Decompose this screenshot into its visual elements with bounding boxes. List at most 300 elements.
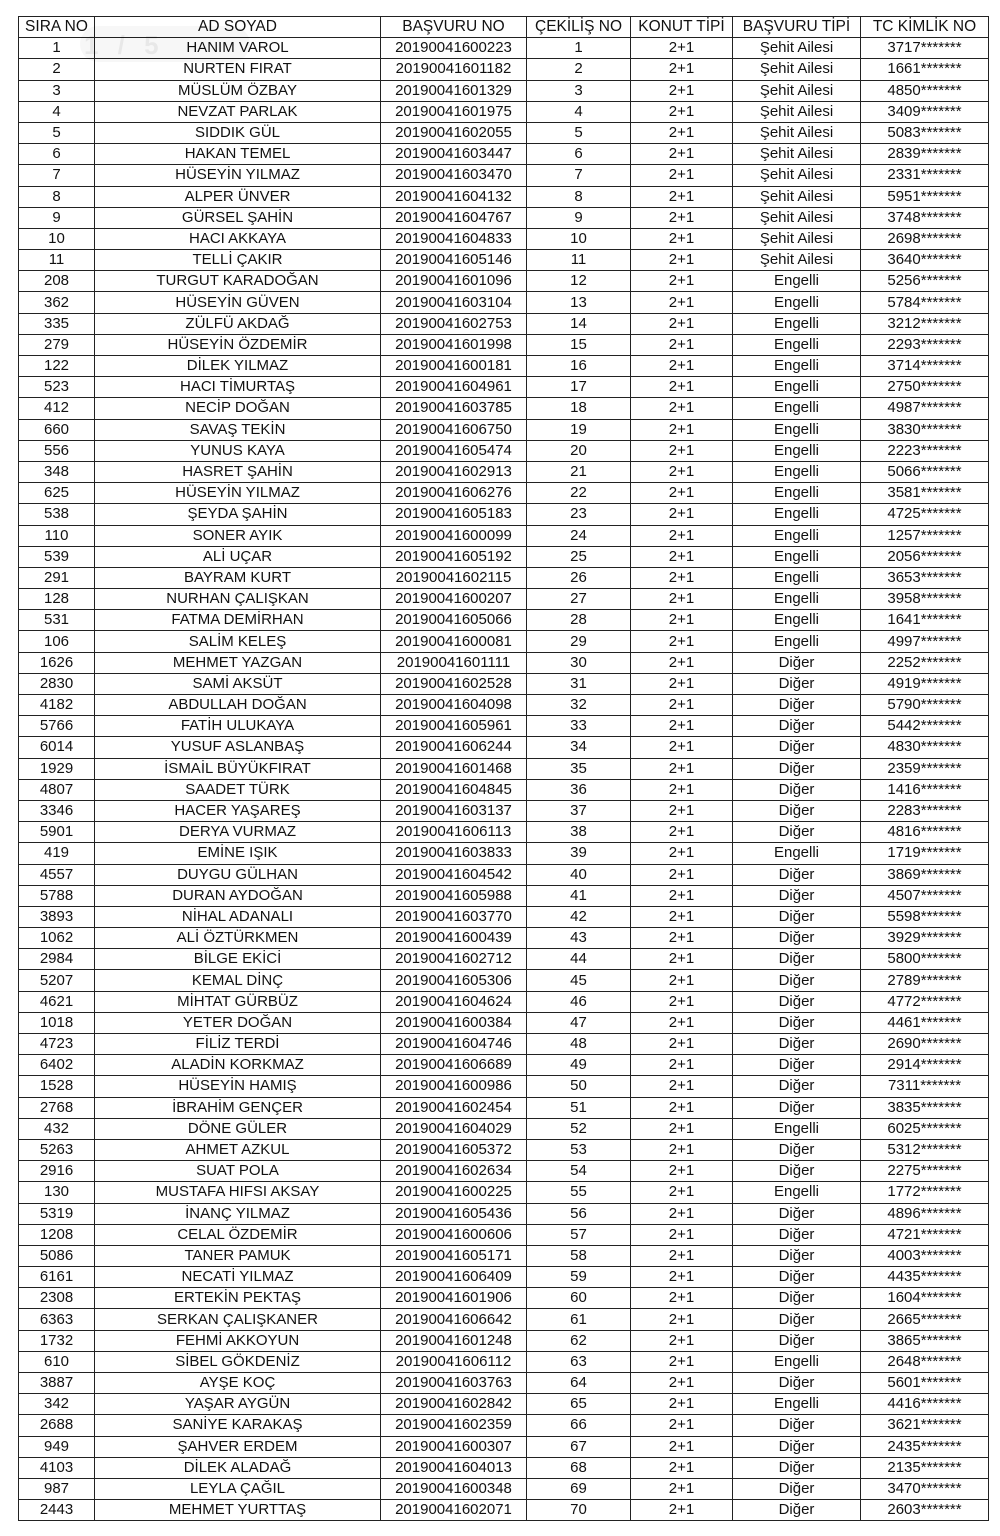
cell-tc-kimlik-no: 2648*******: [861, 1351, 989, 1372]
cell-basvuru-tipi: Şehit Ailesi: [733, 207, 861, 228]
table-row: [19, 928, 989, 949]
cell-tc-kimlik-no: 1641*******: [861, 610, 989, 631]
table-row: [19, 1139, 989, 1160]
cell-ad-soyad: DİLEK YILMAZ: [95, 356, 381, 377]
cell-cekilis-no: 26: [527, 567, 631, 588]
table-row: [19, 1457, 989, 1478]
cell-konut-tipi: 2+1: [631, 186, 733, 207]
cell-ad-soyad: CELAL ÖZDEMİR: [95, 1224, 381, 1245]
cell-konut-tipi: 2+1: [631, 1076, 733, 1097]
cell-cekilis-no: 11: [527, 250, 631, 271]
cell-basvuru-tipi: Engelli: [733, 546, 861, 567]
cell-ad-soyad: MÜSLÜM ÖZBAY: [95, 80, 381, 101]
cell-konut-tipi: 2+1: [631, 461, 733, 482]
cell-ad-soyad: ALİ UÇAR: [95, 546, 381, 567]
cell-basvuru-no: 20190041601182: [381, 59, 527, 80]
cell-konut-tipi: 2+1: [631, 59, 733, 80]
header-row: [19, 17, 989, 38]
table-row: [19, 1203, 989, 1224]
cell-cekilis-no: 48: [527, 1034, 631, 1055]
cell-cekilis-no: 12: [527, 271, 631, 292]
cell-tc-kimlik-no: 4721*******: [861, 1224, 989, 1245]
table-row: [19, 250, 989, 271]
cell-konut-tipi: 2+1: [631, 377, 733, 398]
cell-ad-soyad: BİLGE EKİCİ: [95, 949, 381, 970]
table-header: [19, 17, 989, 38]
cell-basvuru-no: 20190041602115: [381, 567, 527, 588]
cell-ad-soyad: FEHMİ AKKOYUN: [95, 1330, 381, 1351]
table-row: [19, 1245, 989, 1266]
cell-konut-tipi: 2+1: [631, 38, 733, 59]
cell-basvuru-tipi: Engelli: [733, 843, 861, 864]
cell-basvuru-tipi: Diğer: [733, 1457, 861, 1478]
cell-basvuru-tipi: Engelli: [733, 334, 861, 355]
cell-konut-tipi: 2+1: [631, 144, 733, 165]
cell-tc-kimlik-no: 5790*******: [861, 695, 989, 716]
cell-sira-no: 5319: [19, 1203, 95, 1224]
cell-cekilis-no: 7: [527, 165, 631, 186]
cell-cekilis-no: 30: [527, 652, 631, 673]
cell-tc-kimlik-no: 3714*******: [861, 356, 989, 377]
cell-tc-kimlik-no: 2665*******: [861, 1309, 989, 1330]
cell-konut-tipi: 2+1: [631, 758, 733, 779]
cell-tc-kimlik-no: 3748*******: [861, 207, 989, 228]
cell-sira-no: 1626: [19, 652, 95, 673]
cell-basvuru-tipi: Diğer: [733, 737, 861, 758]
table-row: [19, 864, 989, 885]
cell-ad-soyad: DÖNE GÜLER: [95, 1118, 381, 1139]
cell-basvuru-tipi: Diğer: [733, 1330, 861, 1351]
cell-tc-kimlik-no: 4725*******: [861, 504, 989, 525]
cell-basvuru-tipi: Şehit Ailesi: [733, 80, 861, 101]
cell-tc-kimlik-no: 3653*******: [861, 567, 989, 588]
cell-cekilis-no: 17: [527, 377, 631, 398]
table-row: [19, 1118, 989, 1139]
cell-tc-kimlik-no: 1604*******: [861, 1288, 989, 1309]
table-row: [19, 1436, 989, 1457]
cell-basvuru-no: 20190041603137: [381, 800, 527, 821]
cell-konut-tipi: 2+1: [631, 800, 733, 821]
cell-basvuru-no: 20190041606689: [381, 1055, 527, 1076]
cell-basvuru-no: 20190041600986: [381, 1076, 527, 1097]
cell-cekilis-no: 52: [527, 1118, 631, 1139]
cell-ad-soyad: MUSTAFA HIFSI AKSAY: [95, 1182, 381, 1203]
cell-basvuru-tipi: Engelli: [733, 1118, 861, 1139]
cell-sira-no: 2984: [19, 949, 95, 970]
cell-cekilis-no: 62: [527, 1330, 631, 1351]
cell-konut-tipi: 2+1: [631, 80, 733, 101]
cell-basvuru-tipi: Şehit Ailesi: [733, 186, 861, 207]
table-row: [19, 1267, 989, 1288]
table-row: [19, 716, 989, 737]
cell-konut-tipi: 2+1: [631, 101, 733, 122]
table-row: [19, 440, 989, 461]
header-tc-kimlik-no: TC KİMLİK NO: [861, 17, 989, 38]
cell-konut-tipi: 2+1: [631, 525, 733, 546]
cell-sira-no: 2768: [19, 1097, 95, 1118]
cell-sira-no: 9: [19, 207, 95, 228]
cell-basvuru-tipi: Diğer: [733, 1224, 861, 1245]
cell-sira-no: 2916: [19, 1161, 95, 1182]
cell-konut-tipi: 2+1: [631, 207, 733, 228]
cell-basvuru-tipi: Engelli: [733, 271, 861, 292]
cell-cekilis-no: 10: [527, 228, 631, 249]
table-row: [19, 800, 989, 821]
cell-basvuru-tipi: Engelli: [733, 440, 861, 461]
table-row: [19, 1330, 989, 1351]
cell-basvuru-no: 20190041600348: [381, 1478, 527, 1499]
cell-konut-tipi: 2+1: [631, 1182, 733, 1203]
cell-sira-no: 1062: [19, 928, 95, 949]
cell-basvuru-no: 20190041600181: [381, 356, 527, 377]
table-row: [19, 207, 989, 228]
cell-basvuru-no: 20190041602634: [381, 1161, 527, 1182]
table-row: [19, 1076, 989, 1097]
cell-sira-no: 5207: [19, 970, 95, 991]
header-ad-soyad: AD SOYAD: [95, 17, 381, 38]
cell-ad-soyad: HASRET ŞAHİN: [95, 461, 381, 482]
cell-konut-tipi: 2+1: [631, 1415, 733, 1436]
cell-sira-no: 122: [19, 356, 95, 377]
cell-konut-tipi: 2+1: [631, 1012, 733, 1033]
cell-cekilis-no: 19: [527, 419, 631, 440]
cell-sira-no: 1528: [19, 1076, 95, 1097]
cell-sira-no: 1208: [19, 1224, 95, 1245]
cell-cekilis-no: 56: [527, 1203, 631, 1224]
cell-ad-soyad: HACI AKKAYA: [95, 228, 381, 249]
cell-ad-soyad: YUNUS KAYA: [95, 440, 381, 461]
cell-konut-tipi: 2+1: [631, 928, 733, 949]
cell-sira-no: 7: [19, 165, 95, 186]
cell-cekilis-no: 6: [527, 144, 631, 165]
cell-basvuru-tipi: Engelli: [733, 1182, 861, 1203]
cell-tc-kimlik-no: 5312*******: [861, 1139, 989, 1160]
cell-basvuru-no: 20190041606112: [381, 1351, 527, 1372]
cell-konut-tipi: 2+1: [631, 1330, 733, 1351]
table-row: [19, 504, 989, 525]
cell-cekilis-no: 63: [527, 1351, 631, 1372]
cell-sira-no: 2308: [19, 1288, 95, 1309]
cell-basvuru-no: 20190041602454: [381, 1097, 527, 1118]
cell-basvuru-tipi: Şehit Ailesi: [733, 250, 861, 271]
table-row: [19, 1224, 989, 1245]
cell-tc-kimlik-no: 4919*******: [861, 673, 989, 694]
cell-sira-no: 348: [19, 461, 95, 482]
cell-ad-soyad: SERKAN ÇALIŞKANER: [95, 1309, 381, 1330]
cell-basvuru-tipi: Diğer: [733, 885, 861, 906]
cell-basvuru-tipi: Diğer: [733, 1012, 861, 1033]
cell-tc-kimlik-no: 6025*******: [861, 1118, 989, 1139]
cell-ad-soyad: SAMİ AKSÜT: [95, 673, 381, 694]
cell-cekilis-no: 68: [527, 1457, 631, 1478]
cell-basvuru-tipi: Diğer: [733, 1288, 861, 1309]
cell-tc-kimlik-no: 4507*******: [861, 885, 989, 906]
cell-tc-kimlik-no: 4896*******: [861, 1203, 989, 1224]
cell-basvuru-no: 20190041600439: [381, 928, 527, 949]
cell-basvuru-no: 20190041601111: [381, 652, 527, 673]
cell-basvuru-no: 20190041602842: [381, 1394, 527, 1415]
table-row: [19, 1288, 989, 1309]
cell-basvuru-tipi: Diğer: [733, 991, 861, 1012]
cell-tc-kimlik-no: 3830*******: [861, 419, 989, 440]
cell-tc-kimlik-no: 3835*******: [861, 1097, 989, 1118]
cell-sira-no: 342: [19, 1394, 95, 1415]
cell-basvuru-tipi: Şehit Ailesi: [733, 38, 861, 59]
cell-konut-tipi: 2+1: [631, 906, 733, 927]
table-row: [19, 461, 989, 482]
cell-sira-no: 523: [19, 377, 95, 398]
cell-cekilis-no: 57: [527, 1224, 631, 1245]
cell-tc-kimlik-no: 2914*******: [861, 1055, 989, 1076]
cell-tc-kimlik-no: 4997*******: [861, 631, 989, 652]
cell-cekilis-no: 67: [527, 1436, 631, 1457]
cell-tc-kimlik-no: 4435*******: [861, 1267, 989, 1288]
cell-sira-no: 1: [19, 38, 95, 59]
cell-sira-no: 6363: [19, 1309, 95, 1330]
cell-basvuru-tipi: Diğer: [733, 970, 861, 991]
cell-sira-no: 531: [19, 610, 95, 631]
cell-konut-tipi: 2+1: [631, 1288, 733, 1309]
cell-basvuru-no: 20190041603470: [381, 165, 527, 186]
cell-sira-no: 4557: [19, 864, 95, 885]
cell-basvuru-no: 20190041606750: [381, 419, 527, 440]
cell-basvuru-tipi: Diğer: [733, 1076, 861, 1097]
cell-cekilis-no: 66: [527, 1415, 631, 1436]
cell-konut-tipi: 2+1: [631, 673, 733, 694]
cell-sira-no: 1732: [19, 1330, 95, 1351]
cell-tc-kimlik-no: 4830*******: [861, 737, 989, 758]
cell-cekilis-no: 3: [527, 80, 631, 101]
cell-basvuru-no: 20190041604029: [381, 1118, 527, 1139]
cell-konut-tipi: 2+1: [631, 1436, 733, 1457]
header-cekilis-no: ÇEKİLİŞ NO: [527, 17, 631, 38]
cell-ad-soyad: NURHAN ÇALIŞKAN: [95, 589, 381, 610]
cell-cekilis-no: 60: [527, 1288, 631, 1309]
cell-basvuru-no: 20190041600606: [381, 1224, 527, 1245]
cell-basvuru-no: 20190041603447: [381, 144, 527, 165]
cell-tc-kimlik-no: 5256*******: [861, 271, 989, 292]
cell-sira-no: 3887: [19, 1373, 95, 1394]
cell-ad-soyad: NİHAL ADANALI: [95, 906, 381, 927]
header-sira-no: SIRA NO: [19, 17, 95, 38]
cell-tc-kimlik-no: 5083*******: [861, 122, 989, 143]
table-row: [19, 1351, 989, 1372]
cell-tc-kimlik-no: 4772*******: [861, 991, 989, 1012]
cell-cekilis-no: 27: [527, 589, 631, 610]
cell-konut-tipi: 2+1: [631, 1118, 733, 1139]
cell-cekilis-no: 4: [527, 101, 631, 122]
cell-ad-soyad: YETER DOĞAN: [95, 1012, 381, 1033]
table-row: [19, 822, 989, 843]
cell-basvuru-no: 20190041604746: [381, 1034, 527, 1055]
table-row: [19, 758, 989, 779]
cell-basvuru-tipi: Engelli: [733, 504, 861, 525]
cell-tc-kimlik-no: 1661*******: [861, 59, 989, 80]
cell-basvuru-no: 20190041600384: [381, 1012, 527, 1033]
cell-tc-kimlik-no: 2690*******: [861, 1034, 989, 1055]
cell-cekilis-no: 54: [527, 1161, 631, 1182]
cell-cekilis-no: 45: [527, 970, 631, 991]
cell-konut-tipi: 2+1: [631, 1500, 733, 1521]
table-row: [19, 652, 989, 673]
cell-tc-kimlik-no: 3470*******: [861, 1478, 989, 1499]
cell-tc-kimlik-no: 5066*******: [861, 461, 989, 482]
cell-cekilis-no: 23: [527, 504, 631, 525]
cell-cekilis-no: 37: [527, 800, 631, 821]
cell-basvuru-tipi: Diğer: [733, 1203, 861, 1224]
table-row: [19, 377, 989, 398]
cell-basvuru-no: 20190041600223: [381, 38, 527, 59]
cell-basvuru-tipi: Engelli: [733, 567, 861, 588]
cell-basvuru-tipi: Diğer: [733, 1373, 861, 1394]
cell-ad-soyad: DERYA VURMAZ: [95, 822, 381, 843]
cell-basvuru-no: 20190041604624: [381, 991, 527, 1012]
cell-sira-no: 106: [19, 631, 95, 652]
table-row: [19, 970, 989, 991]
cell-basvuru-no: 20190041605183: [381, 504, 527, 525]
cell-ad-soyad: EMİNE IŞIK: [95, 843, 381, 864]
cell-basvuru-tipi: Diğer: [733, 864, 861, 885]
cell-konut-tipi: 2+1: [631, 1373, 733, 1394]
cell-konut-tipi: 2+1: [631, 440, 733, 461]
cell-ad-soyad: GÜRSEL ŞAHİN: [95, 207, 381, 228]
cell-cekilis-no: 21: [527, 461, 631, 482]
cell-basvuru-tipi: Diğer: [733, 906, 861, 927]
cell-konut-tipi: 2+1: [631, 483, 733, 504]
cell-konut-tipi: 2+1: [631, 991, 733, 1012]
cell-sira-no: 987: [19, 1478, 95, 1499]
cell-sira-no: 208: [19, 271, 95, 292]
table-row: [19, 356, 989, 377]
cell-konut-tipi: 2+1: [631, 737, 733, 758]
cell-cekilis-no: 39: [527, 843, 631, 864]
cell-cekilis-no: 32: [527, 695, 631, 716]
cell-ad-soyad: YAŞAR AYGÜN: [95, 1394, 381, 1415]
cell-ad-soyad: ABDULLAH DOĞAN: [95, 695, 381, 716]
cell-cekilis-no: 35: [527, 758, 631, 779]
cell-basvuru-tipi: Diğer: [733, 1055, 861, 1076]
table-row: [19, 1012, 989, 1033]
cell-cekilis-no: 31: [527, 673, 631, 694]
cell-cekilis-no: 8: [527, 186, 631, 207]
cell-ad-soyad: AHMET AZKUL: [95, 1139, 381, 1160]
cell-basvuru-no: 20190041601248: [381, 1330, 527, 1351]
cell-ad-soyad: YUSUF ASLANBAŞ: [95, 737, 381, 758]
cell-basvuru-no: 20190041601468: [381, 758, 527, 779]
cell-sira-no: 610: [19, 1351, 95, 1372]
table-row: [19, 1055, 989, 1076]
cell-konut-tipi: 2+1: [631, 970, 733, 991]
cell-basvuru-no: 20190041604833: [381, 228, 527, 249]
cell-konut-tipi: 2+1: [631, 292, 733, 313]
cell-basvuru-no: 20190041601998: [381, 334, 527, 355]
cell-sira-no: 10: [19, 228, 95, 249]
cell-basvuru-no: 20190041605306: [381, 970, 527, 991]
cell-tc-kimlik-no: 2603*******: [861, 1500, 989, 1521]
cell-konut-tipi: 2+1: [631, 1034, 733, 1055]
cell-basvuru-no: 20190041602359: [381, 1415, 527, 1436]
cell-basvuru-no: 20190041602753: [381, 313, 527, 334]
cell-tc-kimlik-no: 2135*******: [861, 1457, 989, 1478]
results-table: [18, 16, 989, 1521]
cell-ad-soyad: ALPER ÜNVER: [95, 186, 381, 207]
cell-tc-kimlik-no: 3869*******: [861, 864, 989, 885]
cell-ad-soyad: LEYLA ÇAĞIL: [95, 1478, 381, 1499]
cell-sira-no: 362: [19, 292, 95, 313]
cell-tc-kimlik-no: 3212*******: [861, 313, 989, 334]
cell-basvuru-tipi: Engelli: [733, 398, 861, 419]
table-row: [19, 1097, 989, 1118]
cell-konut-tipi: 2+1: [631, 250, 733, 271]
cell-sira-no: 412: [19, 398, 95, 419]
cell-konut-tipi: 2+1: [631, 271, 733, 292]
cell-sira-no: 3346: [19, 800, 95, 821]
cell-konut-tipi: 2+1: [631, 885, 733, 906]
cell-tc-kimlik-no: 1257*******: [861, 525, 989, 546]
cell-cekilis-no: 16: [527, 356, 631, 377]
cell-ad-soyad: TANER PAMUK: [95, 1245, 381, 1266]
cell-basvuru-tipi: Şehit Ailesi: [733, 59, 861, 80]
cell-sira-no: 4: [19, 101, 95, 122]
table-row: [19, 334, 989, 355]
cell-basvuru-no: 20190041600207: [381, 589, 527, 610]
cell-sira-no: 3: [19, 80, 95, 101]
cell-konut-tipi: 2+1: [631, 1203, 733, 1224]
cell-basvuru-tipi: Diğer: [733, 652, 861, 673]
cell-basvuru-tipi: Engelli: [733, 610, 861, 631]
cell-basvuru-no: 20190041605372: [381, 1139, 527, 1160]
table-row: [19, 885, 989, 906]
cell-basvuru-no: 20190041605192: [381, 546, 527, 567]
cell-konut-tipi: 2+1: [631, 1245, 733, 1266]
cell-ad-soyad: ZÜLFÜ AKDAĞ: [95, 313, 381, 334]
cell-konut-tipi: 2+1: [631, 504, 733, 525]
cell-basvuru-no: 20190041604098: [381, 695, 527, 716]
cell-sira-no: 2443: [19, 1500, 95, 1521]
cell-tc-kimlik-no: 1772*******: [861, 1182, 989, 1203]
cell-tc-kimlik-no: 7311*******: [861, 1076, 989, 1097]
cell-sira-no: 2688: [19, 1415, 95, 1436]
cell-basvuru-tipi: Engelli: [733, 292, 861, 313]
cell-sira-no: 4807: [19, 779, 95, 800]
cell-konut-tipi: 2+1: [631, 313, 733, 334]
cell-basvuru-no: 20190041606276: [381, 483, 527, 504]
cell-cekilis-no: 22: [527, 483, 631, 504]
cell-konut-tipi: 2+1: [631, 567, 733, 588]
cell-ad-soyad: AYŞE KOÇ: [95, 1373, 381, 1394]
cell-sira-no: 3893: [19, 906, 95, 927]
cell-basvuru-no: 20190041606409: [381, 1267, 527, 1288]
cell-ad-soyad: TURGUT KARADOĞAN: [95, 271, 381, 292]
cell-sira-no: 949: [19, 1436, 95, 1457]
cell-ad-soyad: NECİP DOĞAN: [95, 398, 381, 419]
cell-tc-kimlik-no: 5598*******: [861, 906, 989, 927]
cell-konut-tipi: 2+1: [631, 1478, 733, 1499]
cell-cekilis-no: 18: [527, 398, 631, 419]
cell-cekilis-no: 70: [527, 1500, 631, 1521]
table-body: [19, 38, 989, 1521]
cell-basvuru-no: 20190041601329: [381, 80, 527, 101]
header-basvuru-tipi: BAŞVURU TİPİ: [733, 17, 861, 38]
cell-basvuru-no: 20190041605436: [381, 1203, 527, 1224]
cell-ad-soyad: ŞAHVER ERDEM: [95, 1436, 381, 1457]
table-row: [19, 165, 989, 186]
cell-konut-tipi: 2+1: [631, 546, 733, 567]
cell-tc-kimlik-no: 2293*******: [861, 334, 989, 355]
table-row: [19, 737, 989, 758]
cell-tc-kimlik-no: 2056*******: [861, 546, 989, 567]
cell-konut-tipi: 2+1: [631, 398, 733, 419]
